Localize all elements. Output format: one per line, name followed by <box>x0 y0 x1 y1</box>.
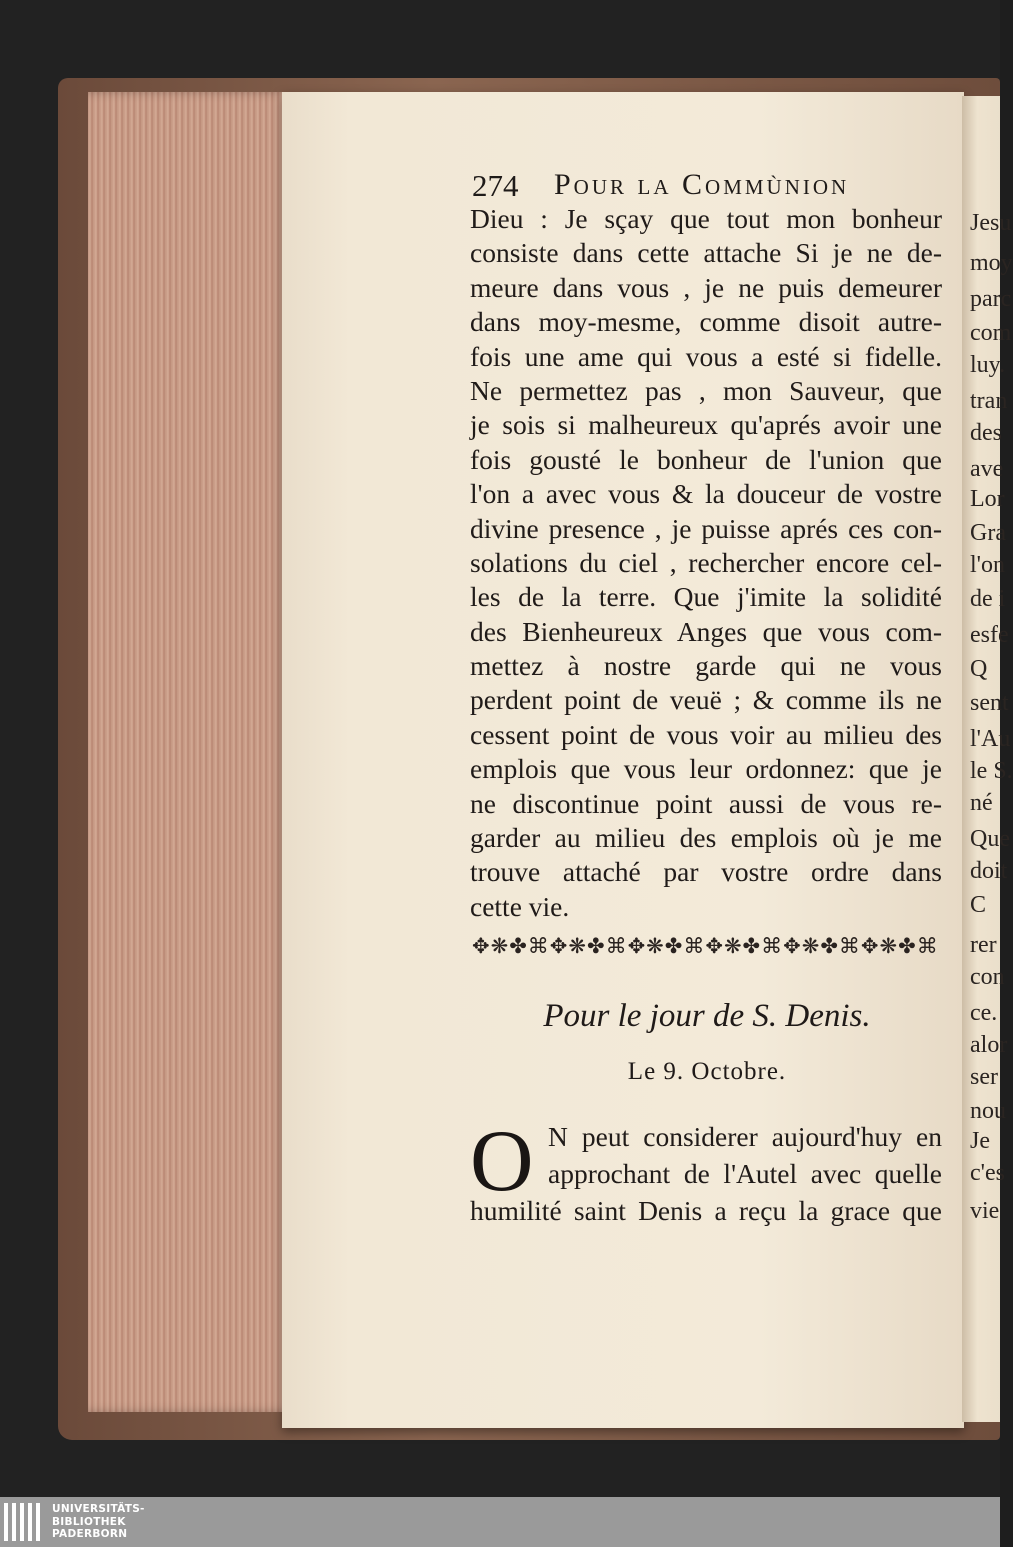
facing-page-fragment: Que <box>970 826 1010 852</box>
facing-page-fragment: Lor <box>970 486 1005 512</box>
paragraph-2 <box>548 1118 942 1192</box>
facing-page-fragment: tran <box>970 388 1008 414</box>
library-logo-icon <box>0 1503 44 1541</box>
text-line: mettez à nostre garde qui ne vous <box>470 650 942 682</box>
facing-page-fragment: de i <box>970 586 1006 612</box>
text-line: trouve attaché par vostre ordre dans <box>470 856 942 888</box>
facing-page-fragment: né <box>970 790 993 816</box>
text-line: dans moy-mesme, comme disoit autre- <box>470 306 942 338</box>
facing-page-fragment: Je <box>970 1128 990 1154</box>
text-line: divine presence , je puisse aprés ces con- <box>470 512 942 544</box>
facing-page-fragment: esfe <box>970 622 1009 648</box>
page-number: 274 <box>472 168 519 203</box>
text-line: perdent point de veuë ; & comme ils ne <box>470 684 942 716</box>
section-date: Le 9. Octobre. <box>627 1058 787 1085</box>
facing-page-fragment: rer <box>970 932 997 958</box>
facing-page-fragment: le S. <box>970 758 1013 784</box>
facing-page-fragment: des <box>970 420 1002 446</box>
facing-page-fragment: con <box>970 964 1005 990</box>
section-title: Pour le jour de S. Denis. <box>543 998 871 1034</box>
facing-page-fragment: nou <box>970 1098 1006 1124</box>
text-line: je sois si malheureux qu'aprés avoir une <box>470 409 942 441</box>
facing-page-fragment: vie <box>970 1198 1000 1224</box>
paragraph-2-line: humilité saint Denis a reçu la grace que <box>470 1195 942 1226</box>
facing-page-fragment: ser <box>970 1064 998 1090</box>
facing-page-fragment: moy <box>970 250 1013 276</box>
text-line: meure dans vous , je ne puis demeurer <box>470 271 942 303</box>
facing-page-fragment: sent <box>970 690 1009 716</box>
facing-page-fragment: l'Au <box>970 726 1011 752</box>
text-line: ne discontinue point aussi de vous re- <box>470 787 942 819</box>
facing-page-fragment: doit <box>970 858 1008 884</box>
text-line: cessent point de vous voir au milieu des <box>470 718 942 750</box>
library-name-line: PADERBORN <box>52 1528 128 1540</box>
facing-page-fragment: parc <box>970 286 1012 312</box>
library-name <box>52 1503 252 1541</box>
running-head-title: Pour la Commùnion <box>554 168 850 201</box>
facing-page-fragment: luy. <box>970 352 1006 378</box>
text-line: garder au milieu des emplois où je me <box>470 822 942 854</box>
text-line: emplois que vous leur ordonnez: que je <box>470 753 942 785</box>
library-footer <box>0 1497 1000 1547</box>
paragraph-2-line: N peut considerer aujourd'huy en <box>548 1121 942 1152</box>
running-head <box>472 168 942 206</box>
text-line: consiste dans cette attache Si je ne de- <box>470 237 942 269</box>
facing-page-fragment: l'on <box>970 552 1005 578</box>
facing-page-fragment: com <box>970 320 1012 346</box>
text-line: solations du ciel , rechercher encore cel- <box>470 546 942 578</box>
text-line: l'on a avec vous & la douceur de vostre <box>470 478 942 510</box>
text-line: cette vie. <box>470 890 570 922</box>
text-line: fois une ame qui vous a esté si fidelle. <box>470 340 942 372</box>
facing-page-fragment: Gra <box>970 520 1006 546</box>
body-text <box>470 202 942 924</box>
library-name-line: UNIVERSITÄTS- <box>52 1503 145 1515</box>
facing-page-fragment: ave <box>970 456 1004 482</box>
page-edges <box>88 92 300 1412</box>
text-line: Dieu : Je sçay que tout mon bonheur <box>470 203 942 234</box>
paragraph-2-line: approchant de l'Autel avec quelle <box>548 1158 942 1189</box>
facing-page-fragment: alor <box>970 1032 1008 1058</box>
facing-page-fragment: Jesu <box>970 210 1012 236</box>
facing-page-fragment: ce. <box>970 1000 998 1026</box>
text-line: fois gousté le bonheur de l'union que <box>470 443 942 475</box>
text-line: Ne permettez pas , mon Sauveur, que <box>470 374 942 406</box>
text-line: les de la terre. Que j'imite la solidité <box>470 581 942 613</box>
facing-page-fragment: C <box>970 892 987 918</box>
library-name-line: BIBLIOTHEK <box>52 1515 126 1528</box>
drop-capital: O <box>470 1113 534 1210</box>
ornamental-divider: ✥❋✤⌘✥❋✤⌘✥❋✤⌘✥❋✤⌘✥❋✤⌘✥❋✤⌘ <box>472 934 939 958</box>
text-line: des Bienheureux Anges que vous com- <box>470 615 942 647</box>
facing-page-edge <box>962 96 1013 1422</box>
facing-page-fragment: Q <box>970 656 988 682</box>
facing-page-fragment: c'es <box>970 1160 1005 1186</box>
